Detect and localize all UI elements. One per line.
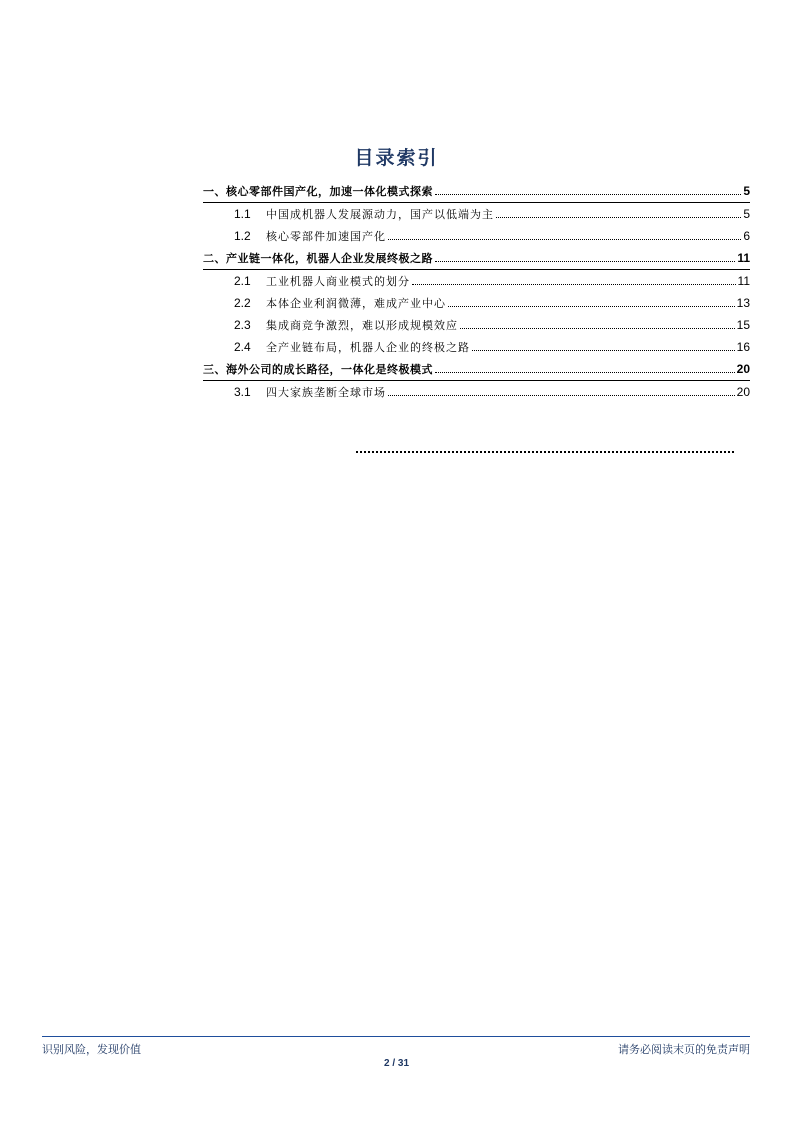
toc-entry-number: 3.1 <box>234 385 251 399</box>
toc-entry-1-2[interactable] <box>203 225 750 247</box>
toc-entry-page: 20 <box>736 362 750 376</box>
table-of-contents <box>203 180 750 403</box>
toc-entry-page: 5 <box>743 184 750 198</box>
toc-entry-text: 四大家族垄断全球市场 <box>266 386 386 399</box>
toc-entry-text: 三、海外公司的成长路径，一体化是终极模式 <box>203 363 433 376</box>
toc-leader <box>412 283 736 285</box>
toc-entry-page: 16 <box>736 340 750 354</box>
page-number: 2 / 31 <box>383 1058 410 1069</box>
toc-entry-page: 15 <box>736 318 750 332</box>
toc-entry-2-4[interactable] <box>203 336 750 358</box>
toc-entry-text: 工业机器人商业模式的划分 <box>266 275 410 288</box>
toc-entry-2[interactable] <box>203 247 750 270</box>
toc-entry-page: 20 <box>736 385 750 399</box>
toc-entry-3[interactable] <box>203 358 750 381</box>
toc-entry-2-2[interactable] <box>203 292 750 314</box>
toc-entry-number: 2.3 <box>234 318 251 332</box>
toc-entry-page: 11 <box>737 251 750 265</box>
toc-entry-3-1[interactable] <box>203 381 750 403</box>
toc-leader <box>460 327 735 329</box>
toc-leader <box>388 394 735 396</box>
toc-leader <box>388 238 741 240</box>
toc-title: 目录索引 <box>354 147 439 169</box>
toc-entry-page: 11 <box>737 274 750 288</box>
toc-entry-text: 全产业链布局，机器人企业的终极之路 <box>266 341 470 354</box>
toc-leader <box>496 216 741 218</box>
footer-divider <box>42 1036 750 1037</box>
toc-entry-text: 本体企业利润微薄，难成产业中心 <box>266 297 446 310</box>
toc-entry-1-1[interactable] <box>203 203 750 225</box>
toc-entry-number: 2.4 <box>234 340 251 354</box>
toc-entry-text: 二、产业链一体化，机器人企业发展终极之路 <box>203 252 433 265</box>
toc-entry-text: 中国成机器人发展源动力，国产以低端为主 <box>266 208 494 221</box>
toc-entry-number: 1.2 <box>234 229 251 243</box>
toc-entry-text: 一、核心零部件国产化，加速一体化模式探索 <box>203 185 433 198</box>
toc-entry-2-3[interactable] <box>203 314 750 336</box>
footer-slogan: 识别风险，发现价值 <box>42 1043 141 1056</box>
toc-entry-number: 2.2 <box>234 296 251 310</box>
toc-entry-2-1[interactable] <box>203 270 750 292</box>
toc-entry-page: 6 <box>743 229 750 243</box>
toc-leader <box>448 305 735 307</box>
toc-leader <box>472 349 735 351</box>
dotted-separator <box>356 451 734 453</box>
toc-entry-page: 5 <box>743 207 750 221</box>
toc-leader <box>435 260 735 262</box>
toc-entry-text: 核心零部件加速国产化 <box>266 230 386 243</box>
toc-entry-number: 1.1 <box>234 207 251 221</box>
toc-leader <box>435 371 735 373</box>
toc-entry-text: 集成商竞争激烈，难以形成规模效应 <box>266 319 458 332</box>
toc-entry-page: 13 <box>736 296 750 310</box>
toc-entry-number: 2.1 <box>234 274 251 288</box>
toc-leader <box>435 193 741 195</box>
footer-disclaimer: 请务必阅读末页的免责声明 <box>618 1043 750 1056</box>
toc-entry-1[interactable] <box>203 180 750 203</box>
